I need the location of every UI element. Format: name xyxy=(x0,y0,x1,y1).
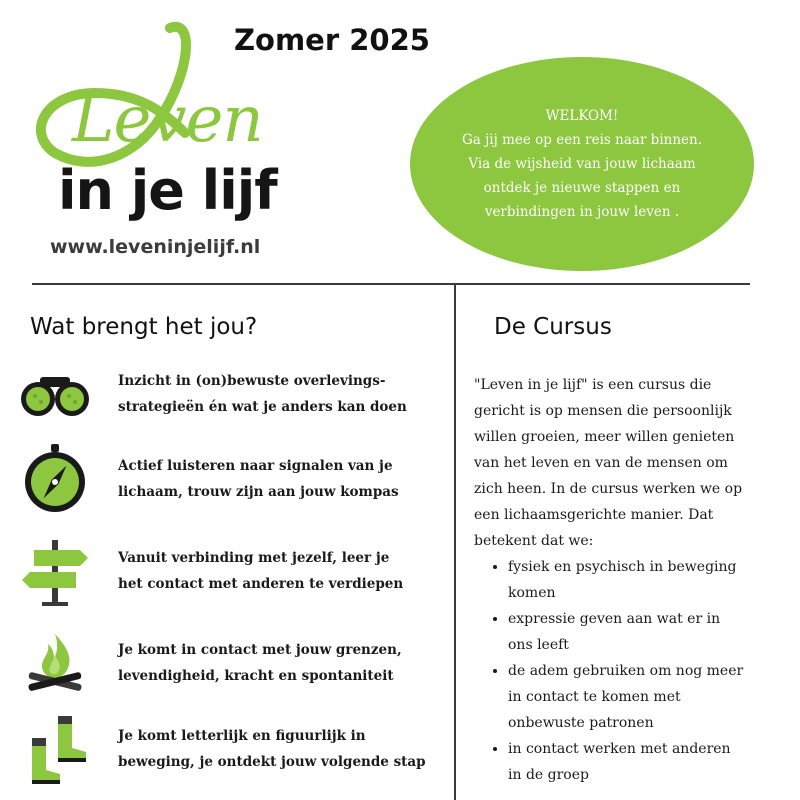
course-intro-line: van het leven en van de mensen om xyxy=(474,455,728,471)
benefit-line: Inzicht in (on)bewuste overlevings- xyxy=(118,373,386,389)
bullet-line: • de adem gebruiken om nog meer xyxy=(508,663,744,679)
season-title: Zomer 2025 xyxy=(234,23,430,57)
benefit-line: levendigheid, kracht en spontaniteit xyxy=(118,668,394,684)
benefit-item xyxy=(20,714,450,784)
course-bullet xyxy=(508,554,774,606)
benefit-line: Actief luisteren naar signalen van je xyxy=(118,458,393,474)
course-description xyxy=(474,372,774,788)
bullet-line: ons leeft xyxy=(508,637,569,653)
bullet-line: • in contact werken met anderen xyxy=(508,741,731,757)
benefit-text xyxy=(118,723,426,775)
welcome-line: Via de wijsheid van jouw lichaam xyxy=(468,156,696,172)
vertical-divider xyxy=(454,284,456,800)
bullet-line: onbewuste patronen xyxy=(508,715,654,731)
welcome-bubble xyxy=(410,57,754,271)
welcome-line: verbindingen in jouw leven . xyxy=(484,204,680,220)
welcome-line: WELKOM! xyxy=(545,108,619,124)
benefit-text xyxy=(118,368,407,420)
benefit-line: lichaam, trouw zijn aan jouw kompas xyxy=(118,484,399,500)
benefits-title: Wat brengt het jou? xyxy=(30,314,258,340)
course-intro-line: "Leven in je lijf" is een cursus die xyxy=(474,377,712,393)
benefit-item xyxy=(20,359,450,429)
benefit-line: strategieën én wat je anders kan doen xyxy=(118,399,407,415)
benefit-item xyxy=(20,628,450,698)
course-intro-line: betekent dat we: xyxy=(474,533,594,549)
course-bullet-list xyxy=(474,554,774,788)
benefit-item xyxy=(20,536,450,606)
binoculars-icon xyxy=(20,359,90,429)
benefit-text xyxy=(118,637,402,689)
course-bullet xyxy=(508,736,774,788)
benefit-item xyxy=(20,444,450,514)
logo xyxy=(20,18,320,278)
horizontal-divider xyxy=(32,283,750,285)
logo-word-in-je-lijf: in je lijf xyxy=(58,159,277,222)
benefit-line: beweging, je ontdekt jouw volgende stap xyxy=(118,754,426,770)
benefit-line: Vanuit verbinding met jezelf, leer je xyxy=(118,550,390,566)
signpost-icon xyxy=(20,536,90,606)
campfire-icon xyxy=(20,628,90,698)
bullet-line: • expressie geven aan wat er in xyxy=(508,611,721,627)
course-intro-line: gericht is op mensen die persoonlijk xyxy=(474,403,732,419)
benefit-line: het contact met anderen te verdiepen xyxy=(118,576,404,592)
welcome-line: ontdek je nieuwe stappen en xyxy=(483,180,681,196)
benefit-line: Je komt in contact met jouw grenzen, xyxy=(118,642,402,658)
benefit-line: Je komt letterlijk en figuurlijk in xyxy=(118,728,366,744)
course-intro-line: zich heen. In de cursus werken we op xyxy=(474,481,743,497)
course-intro-line: een lichaamsgerichte manier. Dat xyxy=(474,507,714,523)
website-url: www.leveninjelijf.nl xyxy=(50,236,261,258)
compass-icon xyxy=(20,444,90,514)
course-bullet xyxy=(508,606,774,658)
boots-icon xyxy=(20,714,90,784)
benefit-text xyxy=(118,453,399,505)
course-intro-line: willen groeien, meer willen genieten xyxy=(474,429,735,445)
bullet-line: in contact te komen met xyxy=(508,689,681,705)
bullet-line: komen xyxy=(508,585,556,601)
course-title: De Cursus xyxy=(494,314,612,340)
bullet-line: in de groep xyxy=(508,767,589,783)
welcome-line: Ga jij mee op een reis naar binnen. xyxy=(461,132,703,148)
benefit-text xyxy=(118,545,403,597)
logo-word-leven: Leven xyxy=(72,83,263,157)
course-bullet xyxy=(508,658,774,736)
bullet-line: • fysiek en psychisch in beweging xyxy=(508,559,737,575)
